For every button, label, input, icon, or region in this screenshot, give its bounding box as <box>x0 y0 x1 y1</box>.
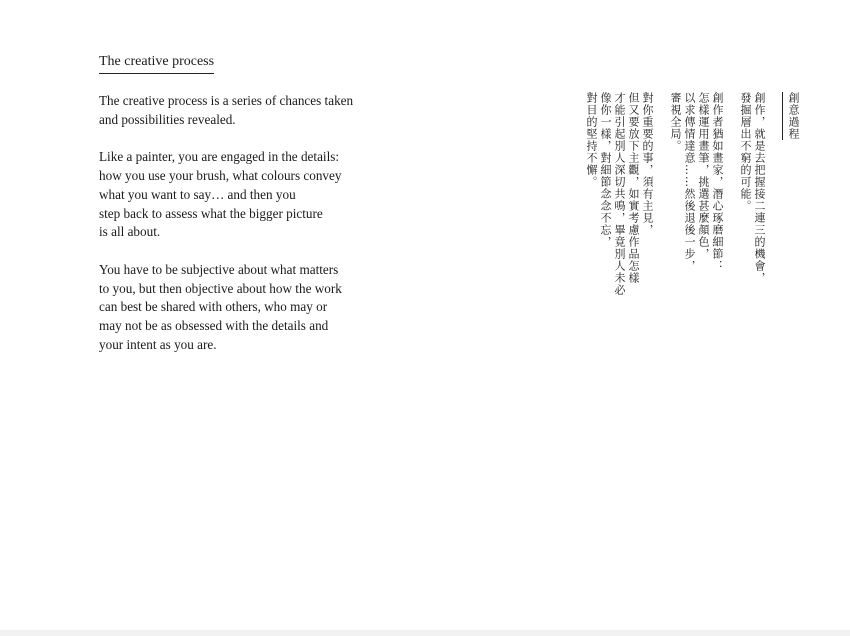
text-line: 對目的堅持不懈。 <box>585 92 598 188</box>
text-line: 發掘層出不窮的可能。 <box>739 92 752 212</box>
text-line: what you want to say… and then you <box>99 186 296 202</box>
text-line: and possibilities revealed. <box>99 111 236 127</box>
text-line: You have to be subjective about what matters <box>99 261 339 277</box>
text-line: can best be shared with others, who may or <box>99 299 328 315</box>
english-paragraph-2 <box>99 148 399 242</box>
text-line: 審視全局。 <box>669 92 682 152</box>
text-line: 但又要放下主觀，如實考慮作品怎樣 <box>627 92 640 284</box>
english-title: The creative process <box>99 53 214 74</box>
chinese-title: 創意過程 <box>782 92 800 140</box>
text-line: to you, but then objective about how the work <box>99 280 342 296</box>
text-line: your intent as you are. <box>99 336 217 352</box>
text-line: The creative process is a series of chances taken <box>99 93 354 108</box>
chinese-column <box>570 92 800 332</box>
text-line: step back to assess what the bigger picture <box>99 205 323 221</box>
text-line: may not be as obsessed with the details and <box>99 318 329 334</box>
text-line: Like a painter, you are engaged in the details: <box>99 149 340 165</box>
text-line: 創作，就是去把握接二連三的機會， <box>753 92 766 284</box>
english-paragraph-3 <box>99 261 399 355</box>
text-line: 以求傳情達意……然後退後一步， <box>683 92 696 272</box>
english-paragraph-1 <box>99 92 399 129</box>
text-line: 創作者猶如畫家，潛心琢磨細節： <box>711 92 724 272</box>
chinese-paragraph-3 <box>584 92 654 296</box>
text-line: how you use your brush, what colours convey <box>99 168 342 184</box>
chinese-paragraph-1 <box>738 92 766 284</box>
text-line: is all about. <box>99 224 161 240</box>
text-line: 像你一樣，對細節念念不忘， <box>599 92 612 248</box>
text-line: 怎樣運用畫筆，挑選甚麼顏色， <box>697 92 710 260</box>
text-line: 才能引起別人深切共鳴，畢竟別人未必 <box>613 92 626 296</box>
chinese-paragraph-2 <box>668 92 724 272</box>
page-bottom-edge <box>0 630 850 636</box>
text-line: 對你重要的事，須有主見， <box>641 92 654 236</box>
english-column <box>99 52 399 373</box>
